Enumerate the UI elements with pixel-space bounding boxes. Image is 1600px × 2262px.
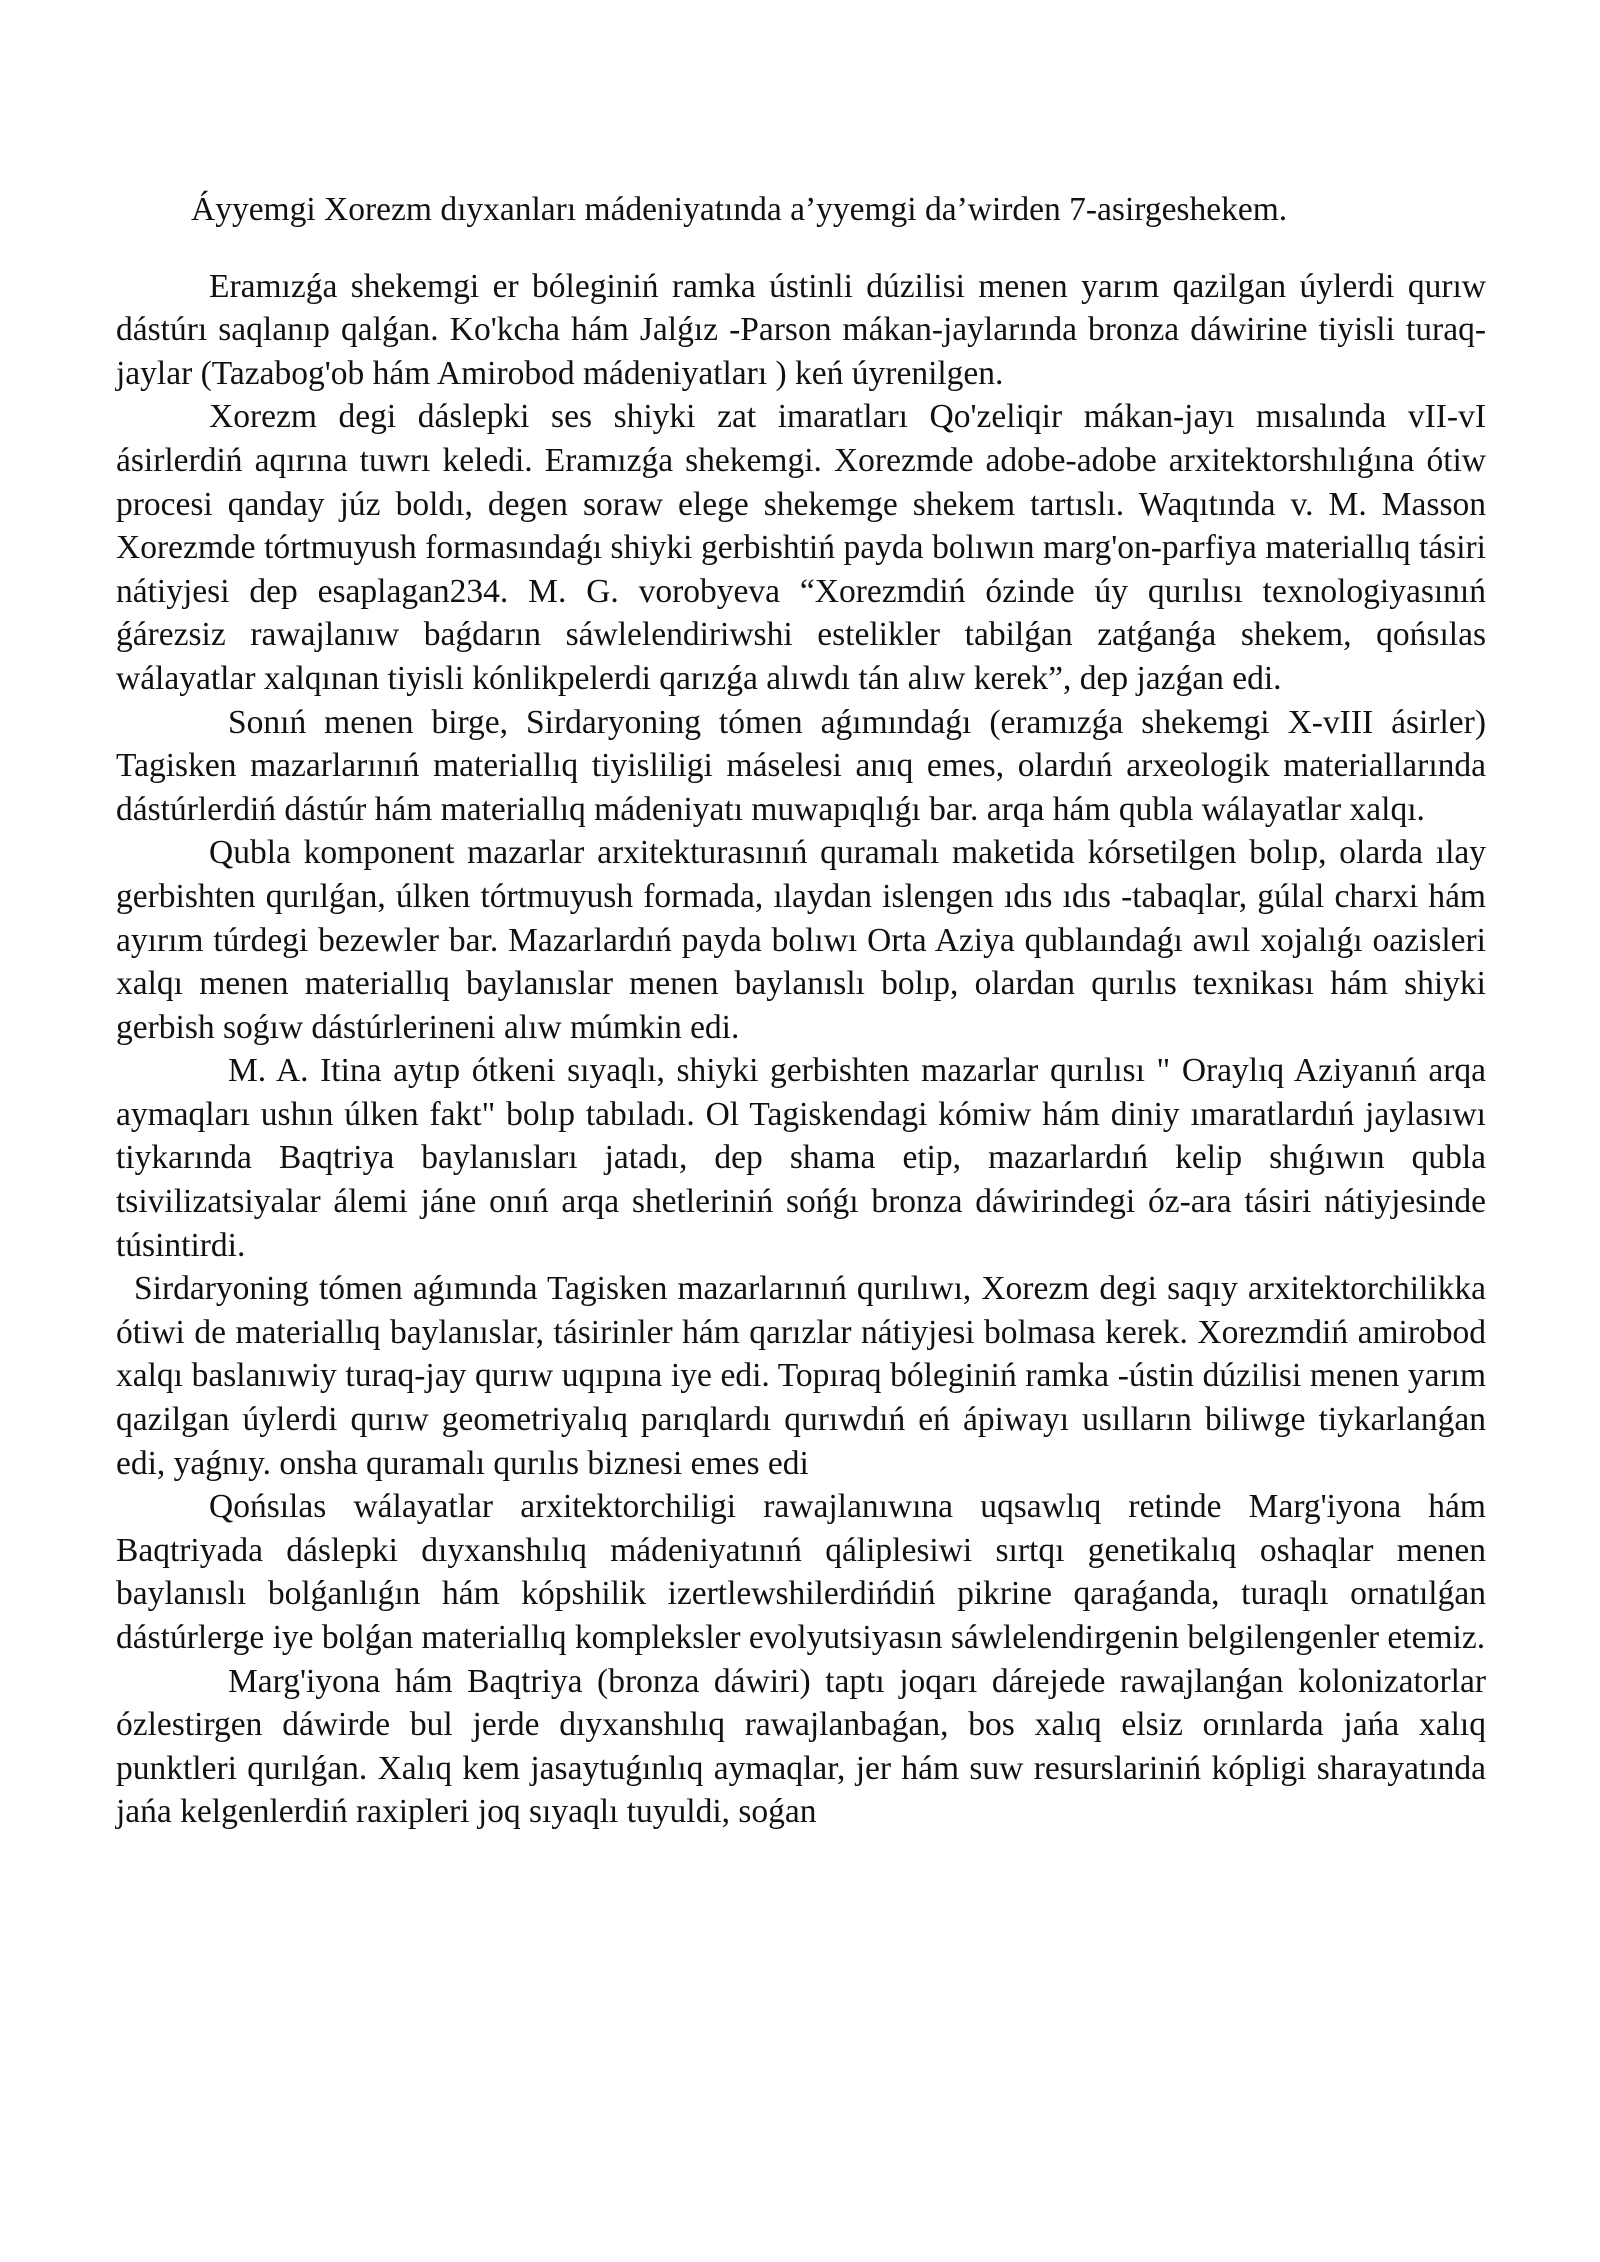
paragraph-7: Qońsılas wálayatlar arxitektorchiligi rawajlanıwına uqsawlıq retinde Marg'iyona hám Baqtriyada dáslepki dıyxanshılıq mádeniyatınıń qáliplesiwi sırtqı genetikalıq oshaqlar menen baylanıslı bolǵanlıǵın hám kópshilik izertlewshilerdińdiń pikrine qaraǵanda, turaqlı ornatılǵan dástúrlerge iye bolǵan materiallıq kompleksler evolyutsiyasın sáwlelendirgenin belgilengenler etemiz. (116, 1488, 1486, 1656)
paragraph-4: Qubla komponent mazarlar arxitekturasınıń quramalı maketida kórsetilgen bolıp, olarda ılay gerbishten qurılǵan, úlken tórtmuyush formada, ılaydan islengen ıdıs ıdıs -tabaqlar, gúlal charxi hám ayırım túrdegi bezewler bar. Mazarlardıń payda bolıwı Orta Aziya qublaındaǵı awıl xojalıǵı oazisleri xalqı menen materiallıq baylanıslar menen baylanıslı bolıp, olardan qurılıs texnikası hám shiyki gerbish soǵıw dástúrlerineni alıw múmkin edi. (116, 834, 1486, 1046)
paragraph-6: Sirdaryoning tómen aǵımında Tagisken mazarlarınıń qurılıwı, Xorezm degi saqıy arxitektorchilikka ótiwi de materiallıq baylanıslar, tásirinler hám qarızlar nátiyjesi bolmasa kerek. Xorezmdiń amirobod xalqı baslanıwiy turaq-jay qurıw uqıpına iye edi. Topıraq bóleginiń ramka -ústin dúzilisi menen yarım qazilgan úylerdi qurıw geometriyalıq parıqlardı qurıwdıń eń ápiwayı usılların biliwge tiykarlanǵan edi, yaǵnıy. onsha quramalı qurılıs biznesi emes edi (116, 1270, 1486, 1482)
document-page (116, 188, 1486, 1834)
paragraph-8: Marg'iyona hám Baqtriya (bronza dáwiri) taptı joqarı dárejede rawajlanǵan kolonizatorlar ózlestirgen dáwirde bul jerde dıyxanshılıq rawajlanbaǵan, bos xalıq elsiz orınlarda jańa xalıq punktleri qurılǵan. Xalıq kem jasaytuǵınlıq aymaqlar, jer hám suw resurslariniń kópligi sharayatında jańa kelgenlerdiń raxipleri joq sıyaqlı tuyuldi, soǵan (116, 1662, 1486, 1831)
paragraph-3: Sonıń menen birge, Sirdaryoning tómen aǵımındaǵı (eramızǵa shekemgi X-vIII ásirler) Tagisken mazarlarınıń materiallıq tiyisliligi máselesi anıq emes, olardıń arxeologik materiallarında dástúrlerdiń dástúr hám materiallıq mádeniyatı muwapıqlıǵı bar. arqa hám qubla wálayatlar xalqı. (116, 703, 1486, 828)
document-title: Áyyemgi Xorezm dıyxanları mádeniyatında a’yyemgi da’wirden 7-asirgeshekem. (191, 191, 1288, 228)
paragraph-5: M. A. Itina aytıp ótkeni sıyaqlı, shiyki gerbishten mazarlar qurılısı " Oraylıq Aziyanıń arqa aymaqları ushın úlken fakt" bolıp tabıladı. Ol Tagiskendagi kómiw hám diniy ımaratlardıń jaylasıwı tiykarında Baqtriya baylanısları jatadı, dep shama etip, mazarlardıń kelip shıǵıwın qubla tsivilizatsiyalar álemi jáne onıń arqa shetleriniń sońǵı bronza dáwirindegi óz-ara tásiri nátiyjesinde túsintirdi. (116, 1052, 1486, 1264)
paragraph-2: Xorezm degi dáslepki ses shiyki zat imaratları Qo'zeliqir mákan-jayı mısalında vII-vI ásirlerdiń aqırına tuwrı keledi. Eramızǵa shekemgi. Xorezmde adobe-adobe arxitektorshılıǵına ótiw procesi qanday júz boldı, degen soraw elege shekemge shekem tartıslı. Waqıtında v. M. Masson Xorezmde tórtmuyush formasındaǵı shiyki gerbishtiń payda bolıwın marg'on-parfiya materiallıq tásiri nátiyjesi dep esaplagan234. M. G. vorobyeva “Xorezmdiń ózinde úy qurılısı texnologiyasınıń ǵárezsiz rawajlanıw baǵdarın sáwlelendiriwshi estelikler tabilǵan zatǵanǵa shekem, qońsılas wálayatlar xalqınan tiyisli kónlikpelerdi qarızǵa alıwdı tán alıw kerek”, dep jazǵan edi. (116, 398, 1486, 697)
paragraph-1: Eramızǵa shekemgi er bóleginiń ramka ústinli dúzilisi menen yarım qazilgan úylerdi qurıw dástúrı saqlanıp qalǵan. Ko'kcha hám Jalǵız -Parson mákan-jaylarında bronza dáwirine tiyisli turaq-jaylar (Tazabog'ob hám Amirobod mádeniyatları ) keń úyrenilgen. (116, 267, 1486, 392)
